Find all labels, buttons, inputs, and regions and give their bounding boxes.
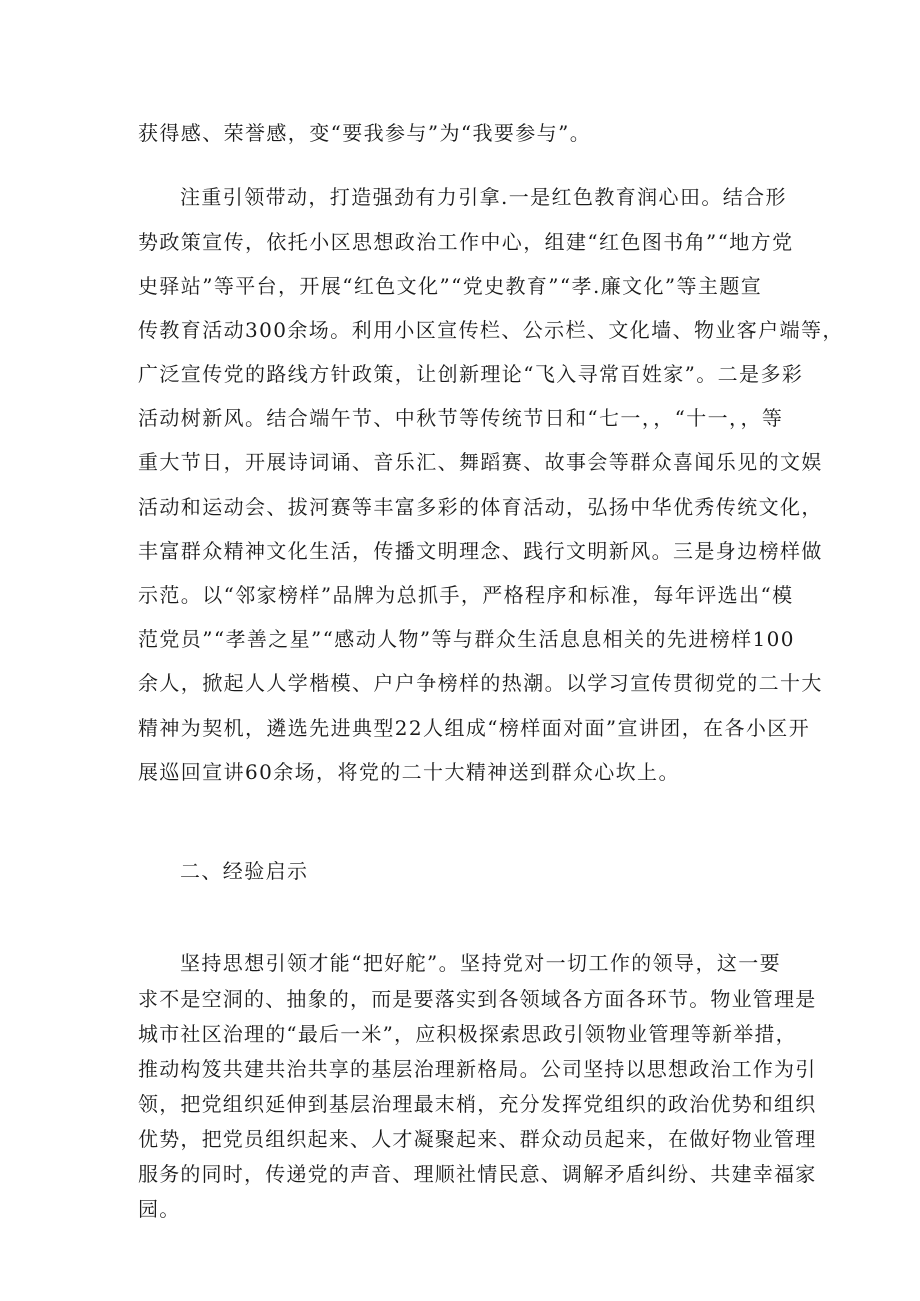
paragraph-line: 求不是空洞的、抽象的，而是要落实到各领域各方面各环节。物业管理是 xyxy=(138,987,817,1011)
paragraph-line: 园。 xyxy=(138,1197,181,1221)
paragraph-line: 丰富群众精神文化生活，传播文明理念、践行文明新风。三是身边榜样做 xyxy=(138,539,823,563)
paragraph-line: 坚持思想引领才能“把好舵”。坚持党对一切工作的领导，这一要 xyxy=(180,951,782,975)
paragraph-line: 领，把党组织延伸到基层治理最末梢，充分发挥党组织的政治优势和组织 xyxy=(138,1092,817,1116)
paragraph-line: 传教育活动300余场。利用小区宣传栏、公示栏、文化墙、物业客户端等， xyxy=(138,318,844,342)
paragraph-line: 推动构笈共建共治共享的基层治理新格局。公司坚持以思想政治工作为引 xyxy=(138,1057,817,1081)
paragraph-line: 余人，掀起人人学楷模、户户争榜样的热潮。以学习宣传贯彻党的二十大 xyxy=(138,671,823,695)
paragraph-line: 示范。以“邻家榜样”品牌为总抓手，严格程序和标准，每年评选出“模 xyxy=(138,583,794,607)
section-heading: 二、经验启示 xyxy=(180,859,309,883)
paragraph-line: 城市社区治理的“最后一米”，应积极探索思政引领物业管理等新举措， xyxy=(138,1022,797,1046)
paragraph-line: 势政策宣传，依托小区思想政治工作中心，组建“红色图书角”“地方党 xyxy=(138,230,794,254)
paragraph-line: 活动和运动会、拔河赛等丰富多彩的体育活动，弘扬中华优秀传统文化， xyxy=(138,495,823,519)
paragraph-line: 范党员”“孝善之星”“感动人物”等与群众生活息息相关的先进榜样100 xyxy=(138,627,795,651)
paragraph-line: 获得感、荣誉感，变“要我参与”为“我要参与”。 xyxy=(138,121,592,145)
paragraph-line: 展巡回宣讲60余场，将党的二十大精神送到群众心坎上。 xyxy=(138,760,680,784)
paragraph-line: 重大节日，开展诗词诵、音乐汇、舞蹈赛、故事会等群众喜闻乐见的文娱 xyxy=(138,450,823,474)
paragraph-line: 史驿站”等平台，开展“红色文化”“党史教育”“孝.廉文化”等主题宣 xyxy=(138,274,763,298)
paragraph-line: 注重引领带动，打造强劲有力引拿.一是红色教育润心田。结合形 xyxy=(180,185,787,209)
paragraph-line: 服务的同时，传递党的声音、理顺社情民意、调解矛盾纠纷、共建幸福家 xyxy=(138,1162,817,1186)
paragraph-line: 精神为契机，遴选先进典型22人组成“榜样面对面”宣讲团，在各小区开 xyxy=(138,716,811,740)
paragraph-line: 活动树新风。结合端午节、中秋节等传统节日和“七一，，“十一，，等 xyxy=(138,406,784,430)
paragraph-line: 广泛宣传党的路线方针政策，让创新理论“飞入寻常百姓家”。二是多彩 xyxy=(138,362,804,386)
paragraph-line: 优势，把党员组织起来、人才凝聚起来、群众动员起来，在做好物业管理 xyxy=(138,1127,817,1151)
